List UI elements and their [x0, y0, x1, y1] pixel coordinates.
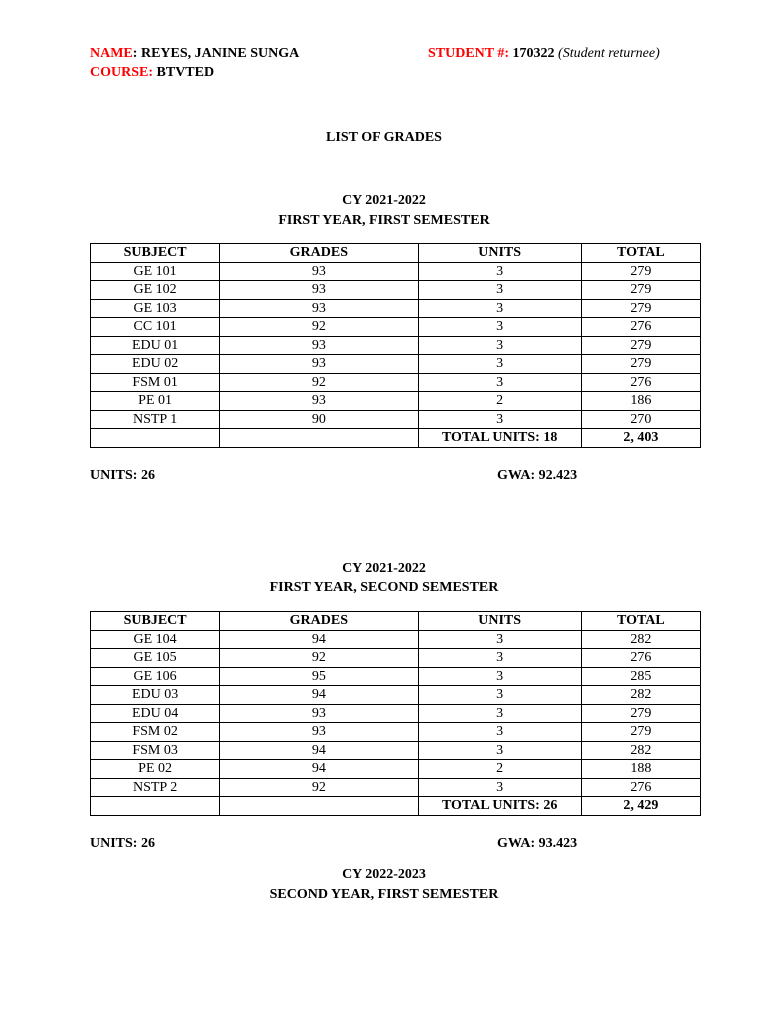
cell-units: 3 — [418, 723, 581, 742]
cell-total: 276 — [581, 649, 700, 668]
table-row — [91, 704, 701, 723]
cell-total: 276 — [581, 373, 700, 392]
cell-total: 282 — [581, 630, 700, 649]
cell-total: 279 — [581, 723, 700, 742]
table-row — [91, 299, 701, 318]
cell-total: 279 — [581, 355, 700, 374]
cell-grade: 95 — [220, 667, 418, 686]
table-total-row — [91, 797, 701, 816]
cell-subject: GE 104 — [91, 630, 220, 649]
cell-empty — [220, 429, 418, 448]
cell-subject: EDU 03 — [91, 686, 220, 705]
cell-grade: 93 — [220, 704, 418, 723]
cell-units: 3 — [418, 741, 581, 760]
column-header-total: TOTAL — [581, 612, 700, 631]
cell-total: 188 — [581, 760, 700, 779]
cell-grade: 93 — [220, 336, 418, 355]
cell-grade: 94 — [220, 630, 418, 649]
student-name-line: NAME: REYES, JANINE SUNGA — [90, 46, 300, 61]
name-value: REYES, JANINE SUNGA — [140, 46, 300, 61]
cell-subject: GE 102 — [91, 281, 220, 300]
cell-grade: 94 — [220, 760, 418, 779]
page-title: LIST OF GRADES — [326, 130, 442, 145]
table-row — [91, 373, 701, 392]
table-row — [91, 778, 701, 797]
section-3-term: SECOND YEAR, FIRST SEMESTER — [269, 887, 499, 902]
cell-subject: CC 101 — [91, 318, 220, 337]
section-1-gwa: GWA: 92.423 — [497, 468, 578, 483]
cell-empty — [220, 797, 418, 816]
cell-units: 3 — [418, 355, 581, 374]
total-units-label: TOTAL UNITS: 18 — [418, 429, 581, 448]
grades-table-2 — [90, 611, 701, 816]
cell-total: 270 — [581, 410, 700, 429]
table-row — [91, 723, 701, 742]
course-line — [90, 65, 214, 81]
cell-grade: 92 — [220, 778, 418, 797]
column-header-subject: SUBJECT — [91, 612, 220, 631]
table-header-row — [91, 612, 701, 631]
column-header-units: UNITS — [418, 612, 581, 631]
cell-subject: GE 101 — [91, 262, 220, 281]
cell-subject: NSTP 2 — [91, 778, 220, 797]
table-row — [91, 686, 701, 705]
cell-grade: 93 — [220, 392, 418, 411]
cell-units: 3 — [418, 630, 581, 649]
cell-units: 2 — [418, 392, 581, 411]
cell-units: 3 — [418, 410, 581, 429]
column-header-subject: SUBJECT — [91, 244, 220, 263]
section-1-cy: CY 2021-2022 — [342, 193, 426, 208]
cell-total: 279 — [581, 281, 700, 300]
table-row — [91, 667, 701, 686]
section-2-gwa: GWA: 93.423 — [497, 836, 578, 851]
student-note: (Student returnee) — [558, 46, 660, 61]
cell-grade: 93 — [220, 355, 418, 374]
cell-total: 276 — [581, 778, 700, 797]
cell-grade: 92 — [220, 649, 418, 668]
total-units-label: TOTAL UNITS: 26 — [418, 797, 581, 816]
cell-subject: GE 105 — [91, 649, 220, 668]
cell-total: 186 — [581, 392, 700, 411]
grades-table-1 — [90, 243, 701, 448]
section-2-term: FIRST YEAR, SECOND SEMESTER — [269, 580, 499, 595]
table-row — [91, 410, 701, 429]
section-1-units-summary: UNITS: 26 — [90, 468, 155, 483]
cell-units: 3 — [418, 686, 581, 705]
student-number-label: STUDENT #: — [428, 46, 510, 61]
section-2-cy: CY 2021-2022 — [342, 561, 426, 576]
cell-grade: 90 — [220, 410, 418, 429]
cell-total: 279 — [581, 336, 700, 355]
column-header-total: TOTAL — [581, 244, 700, 263]
column-header-grades: GRADES — [220, 244, 418, 263]
column-header-units: UNITS — [418, 244, 581, 263]
table-total-row — [91, 429, 701, 448]
cell-units: 3 — [418, 318, 581, 337]
cell-grade: 93 — [220, 723, 418, 742]
cell-subject: NSTP 1 — [91, 410, 220, 429]
cell-subject: PE 02 — [91, 760, 220, 779]
cell-units: 3 — [418, 649, 581, 668]
cell-empty — [91, 797, 220, 816]
cell-grade: 92 — [220, 318, 418, 337]
cell-subject: FSM 01 — [91, 373, 220, 392]
cell-total: 276 — [581, 318, 700, 337]
cell-units: 2 — [418, 760, 581, 779]
table-row — [91, 318, 701, 337]
cell-grade: 94 — [220, 686, 418, 705]
table-row — [91, 336, 701, 355]
cell-units: 3 — [418, 262, 581, 281]
cell-total: 285 — [581, 667, 700, 686]
cell-empty — [91, 429, 220, 448]
table-row — [91, 630, 701, 649]
total-value: 2, 429 — [581, 797, 700, 816]
cell-units: 3 — [418, 704, 581, 723]
cell-total: 279 — [581, 262, 700, 281]
name-label: NAME — [90, 46, 133, 61]
cell-total: 279 — [581, 704, 700, 723]
cell-subject: GE 106 — [91, 667, 220, 686]
cell-units: 3 — [418, 667, 581, 686]
course-label: COURSE: — [90, 65, 154, 80]
cell-subject: EDU 02 — [91, 355, 220, 374]
cell-subject: PE 01 — [91, 392, 220, 411]
table-row — [91, 760, 701, 779]
cell-subject: EDU 01 — [91, 336, 220, 355]
cell-grade: 93 — [220, 299, 418, 318]
cell-grade: 92 — [220, 373, 418, 392]
cell-grade: 93 — [220, 281, 418, 300]
column-header-grades: GRADES — [220, 612, 418, 631]
total-value: 2, 403 — [581, 429, 700, 448]
section-1-term: FIRST YEAR, FIRST SEMESTER — [278, 213, 490, 228]
cell-subject: EDU 04 — [91, 704, 220, 723]
cell-total: 282 — [581, 741, 700, 760]
cell-units: 3 — [418, 299, 581, 318]
student-number-line — [428, 46, 660, 62]
student-number-value: 170322 — [512, 46, 555, 61]
course-value: BTVTED — [156, 65, 215, 80]
table-row — [91, 281, 701, 300]
table-header-row — [91, 244, 701, 263]
table-row — [91, 741, 701, 760]
table-row — [91, 262, 701, 281]
table-row — [91, 392, 701, 411]
cell-subject: GE 103 — [91, 299, 220, 318]
section-3-cy: CY 2022-2023 — [342, 867, 426, 882]
cell-units: 3 — [418, 778, 581, 797]
cell-subject: FSM 02 — [91, 723, 220, 742]
cell-total: 279 — [581, 299, 700, 318]
cell-total: 282 — [581, 686, 700, 705]
table-row — [91, 355, 701, 374]
cell-grade: 93 — [220, 262, 418, 281]
cell-subject: FSM 03 — [91, 741, 220, 760]
table-row — [91, 649, 701, 668]
cell-units: 3 — [418, 336, 581, 355]
cell-units: 3 — [418, 373, 581, 392]
section-2-units-summary: UNITS: 26 — [90, 836, 155, 851]
cell-grade: 94 — [220, 741, 418, 760]
cell-units: 3 — [418, 281, 581, 300]
